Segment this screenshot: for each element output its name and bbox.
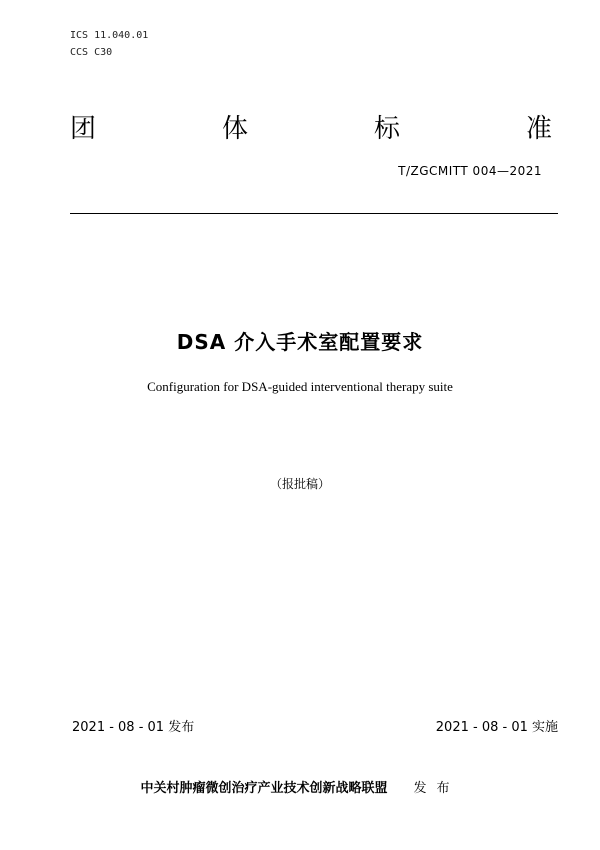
category-char-3: 标 [373, 114, 400, 144]
issuer-name: 中关村肿瘤微创治疗产业技术创新战略联盟 [140, 781, 388, 796]
category-char-1: 团 [70, 114, 97, 144]
standard-number: T/ZGCMITT 004—2021 [398, 164, 542, 178]
classification-codes [70, 27, 148, 61]
ccs-code: CCS C30 [70, 47, 113, 58]
standard-category-title [70, 113, 552, 145]
document-english-title: Configuration for DSA-guided interventional therapy suite [147, 379, 453, 394]
issuer-action: 发布 [413, 781, 460, 796]
document-title: DSA 介入手术室配置要求 [176, 330, 424, 354]
header-divider [70, 213, 558, 214]
issuing-organization [0, 777, 600, 796]
draft-status: （报批稿） [269, 477, 330, 491]
category-char-2: 体 [221, 114, 248, 144]
issue-date: 2021 - 08 - 01 发布 [72, 720, 195, 735]
category-char-4: 准 [525, 114, 552, 144]
implementation-date: 2021 - 08 - 01 实施 [435, 720, 558, 735]
ics-code: ICS 11.040.01 [70, 30, 149, 41]
